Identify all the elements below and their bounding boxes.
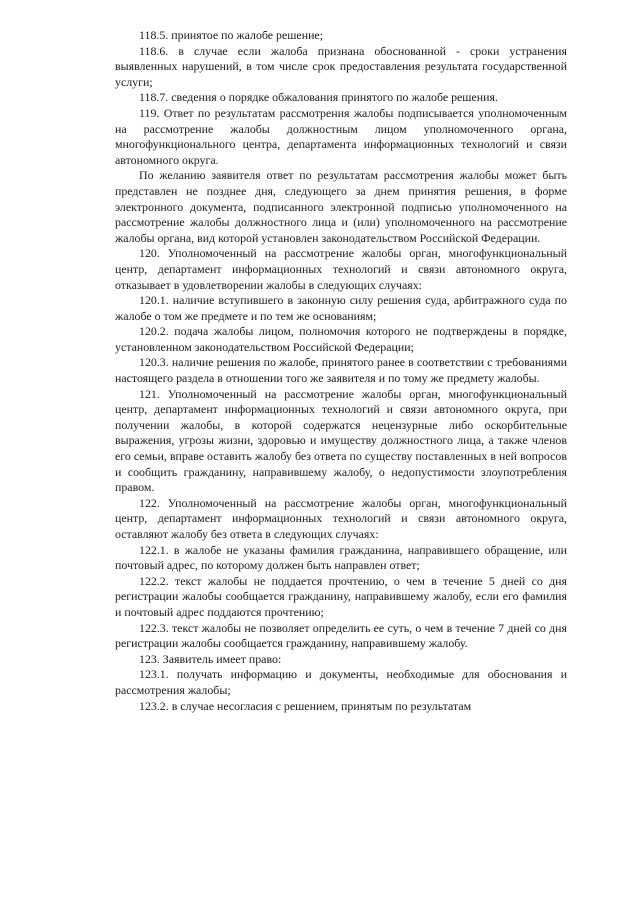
paragraph-120-2: 120.2. подача жалобы лицом, полномочия которого не подтверждены в порядке, установленном законодательством Российской Федерации; xyxy=(115,324,567,354)
paragraph-120-1: 120.1. наличие вступившего в законную силу решения суда, арбитражного суда по жалобе о том же предмете и по тем же основаниям; xyxy=(115,293,567,323)
paragraph-118-5: 118.5. принятое по жалобе решение; xyxy=(139,28,324,42)
paragraph-123-2: 123.2. в случае несогласия с решением, принятым по результатам xyxy=(139,698,472,713)
paragraph-118-6: 118.6. в случае если жалоба признана обоснованной - сроки устранения выявленных нарушений, в том числе срок предоставления результата государственной услуги; xyxy=(115,43,567,89)
document-body xyxy=(115,28,567,714)
paragraph-120-3: 120.3. наличие решения по жалобе, принятого ранее в соответствии с требованиями настоящего раздела в отношении того же заявителя и по тому же предмету жалобы. xyxy=(115,355,567,386)
paragraph-122-2: 122.2. текст жалобы не поддается прочтению, о чем в течение 5 дней со дня регистрации жалобы сообщается гражданину, направившему жалобу, если его фамилия и почтовый адрес поддаются прочтению; xyxy=(115,573,567,619)
paragraph-123-1: 123.1. получать информацию и документы, необходимые для обоснования и рассмотрения жалобы; xyxy=(115,667,567,697)
paragraph-122-1: 122.1. в жалобе не указаны фамилия гражданина, направившего обращение, или почтовый адрес, по которому должен быть направлен ответ; xyxy=(115,542,567,573)
paragraph-119: 119. Ответ по результатам рассмотрения жалобы подписывается уполномоченным на рассмотрение жалобы должностным лицом уполномоченного органа, многофункционального центра, департамента информационных технологий и связи автономного округа. xyxy=(115,105,567,167)
paragraph-122: 122. Уполномоченный на рассмотрение жалобы орган, многофункциональный центр, департамент информационных технологий и связи автономного округа, оставляют жалобу без ответа в следующих случаях: xyxy=(115,495,567,541)
paragraph-123: 123. Заявитель имеет право: xyxy=(139,651,282,666)
paragraph-121: 121. Уполномоченный на рассмотрение жалобы орган, многофункциональный центр, департамент информационных технологий и связи автономного округа, при получении жалобы, в которой содержатся нецензурные либо оскорбительные выражения, угрозы жизни, здоровью и имуществу должностного лица, а также членов его семьи, вправе оставить жалобу без ответа по существу поставленных в ней вопросов и сообщить гражданину, направившему жалобу, о недопустимости злоупотребления правом. xyxy=(115,386,567,495)
paragraph-122-3: 122.3. текст жалобы не позволяет определить ее суть, о чем в течение 7 дней со дня регистрации жалобы сообщается гражданину, направившему жалобу. xyxy=(115,620,567,651)
paragraph-119-electronic: По желанию заявителя ответ по результатам рассмотрения жалобы может быть представлен не позднее дня, следующего за днем принятия решения, в форме электронного документа, подписанного электронной подписью уполномоченного на рассмотрение жалобы должностного лица и (или) уполномоченного на рассмотрение жалобы органа, вид которой установлен законодательством Российской Федерации. xyxy=(115,168,567,245)
paragraph-120: 120. Уполномоченный на рассмотрение жалобы орган, многофункциональный центр, департамент информационных технологий и связи автономного округа, отказывает в удовлетворении жалобы в следующих случаях: xyxy=(115,246,567,292)
paragraph-118-7: 118.7. сведения о порядке обжалования принятого по жалобе решения. xyxy=(139,90,498,105)
